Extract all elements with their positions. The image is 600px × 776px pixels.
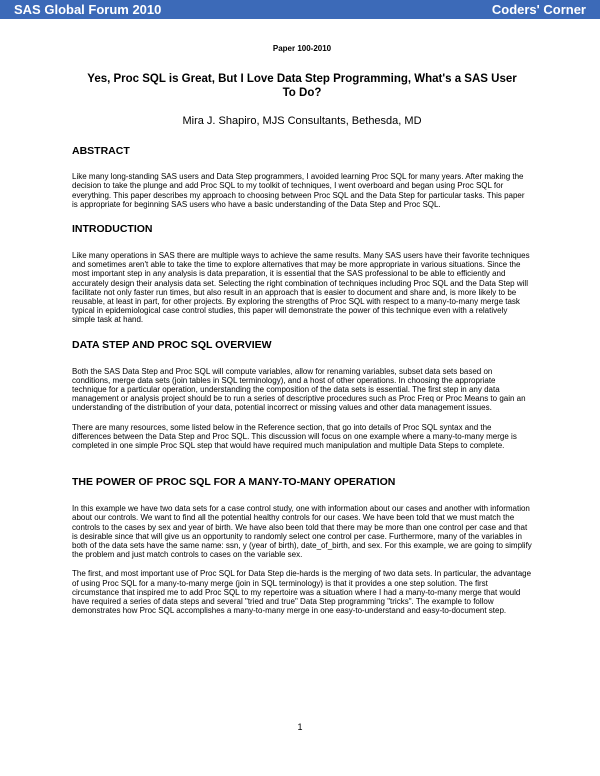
paper-number: Paper 100-2010 bbox=[272, 44, 332, 53]
power-paragraph-1: In this example we have two data sets for a case control study, one with information about our cases and another with information about our controls. We want to find all the potential healthy controls for our cases. We have been told that we must match the controls to the cases by sex and year of birth. We have also been told that there may be more than one control per case and that is desirable since that will give us an opportunity to randomly select one control per case. Furthermore, many of the variables in both of the data sets have the same name: ssn, y (year of birth), date_of_birth, and sex. For this example, we are going to simplify the problem and just match controls to cases on the variable sex. bbox=[72, 504, 532, 560]
paper-title: Yes, Proc SQL is Great, But I Love Data Step Programming, What's a SAS User To Do? bbox=[87, 73, 517, 100]
power-heading: THE POWER OF PROC SQL FOR A MANY-TO-MANY OPERATION bbox=[72, 476, 396, 489]
header-banner bbox=[0, 0, 600, 19]
overview-paragraph-2: There are many resources, some listed below in the Reference section, that go into details of Proc SQL syntax and the differences between the Data Step and Proc SQL. This discussion will focus on one example where a many-to-many merge is completed in one simple Proc SQL step that would have required much manipulation and multiple Data Steps to complete. bbox=[72, 422, 517, 451]
abstract-heading: ABSTRACT bbox=[72, 145, 130, 158]
section-name: Coders' Corner bbox=[491, 2, 586, 17]
page-number: 1 bbox=[297, 722, 303, 732]
power-paragraph-2: The first, and most important use of Proc SQL for Data Step die-hards is the merging of two data sets. In particular, the advantage of using Proc SQL for a many-to-many merge (join in SQL terminology) is that it provides a one step solution. The first circumstance that inspired me to add Proc SQL to my repertoire was a situation where I had a many-to-many merge that would have required a series of data steps and several "tried and true" Data Step programming "tricks". The example to follow demonstrates how Proc SQL accomplishes a many-to-many merge in one easy-to-understand and easy-to-document step. bbox=[72, 569, 532, 616]
author-line: Mira J. Shapiro, MJS Consultants, Bethesda, MD bbox=[182, 115, 422, 128]
introduction-paragraph: Like many operations in SAS there are multiple ways to achieve the same results. Many SAS users have their favorite techniques and sometimes aren't able to take the time to explore alternatives that may be more appropriate in various situations. Since the most important step in any analysis is data preparation, it is essential that the SAS professional to be able to efficiently and accurately design their analysis data set. Selecting the right combination of techniques including Proc SQL and the Data Step will facilitate not only faster run times, but also result in an approach that is easier to document and share and, is more likely to be reusable, at least in part, for other projects. By exploring the strengths of Proc SQL with respect to a many-to-many merge task typical in epidemiological case control studies, this paper will demonstrate the power of this technique even with a relatively simple task at hand. bbox=[72, 251, 530, 325]
introduction-heading: INTRODUCTION bbox=[72, 223, 153, 236]
conference-name: SAS Global Forum 2010 bbox=[14, 2, 162, 17]
overview-paragraph-1: Both the SAS Data Step and Proc SQL will compute variables, allow for renaming variables, subset data sets based on conditions, merge data sets (join tables in SQL terminology), and a host of other operations. In choosing the appropriate technique for a particular operation, understanding the composition of the data sets is essential. The first step in any data management or analysis project should be to run a series of descriptive procedures such as Proc Freq or Proc Means to gain an understanding of the distribution of your data, potential incorrect or missing values and other data management issues. bbox=[72, 366, 526, 413]
overview-heading: DATA STEP AND PROC SQL OVERVIEW bbox=[72, 338, 272, 351]
page-content bbox=[72, 44, 532, 616]
abstract-paragraph: Like many long-standing SAS users and Data Step programmers, I avoided learning Proc SQL for many years. After making the decision to take the plunge and add Proc SQL to my toolkit of techniques, I went overboard and began using Proc SQL for everything. This paper describes my approach to choosing between Proc SQL and the Data Step for particular tasks. This paper is appropriate for beginning SAS users who have a basic understanding of the Data Step and Proc SQL. bbox=[72, 172, 525, 209]
